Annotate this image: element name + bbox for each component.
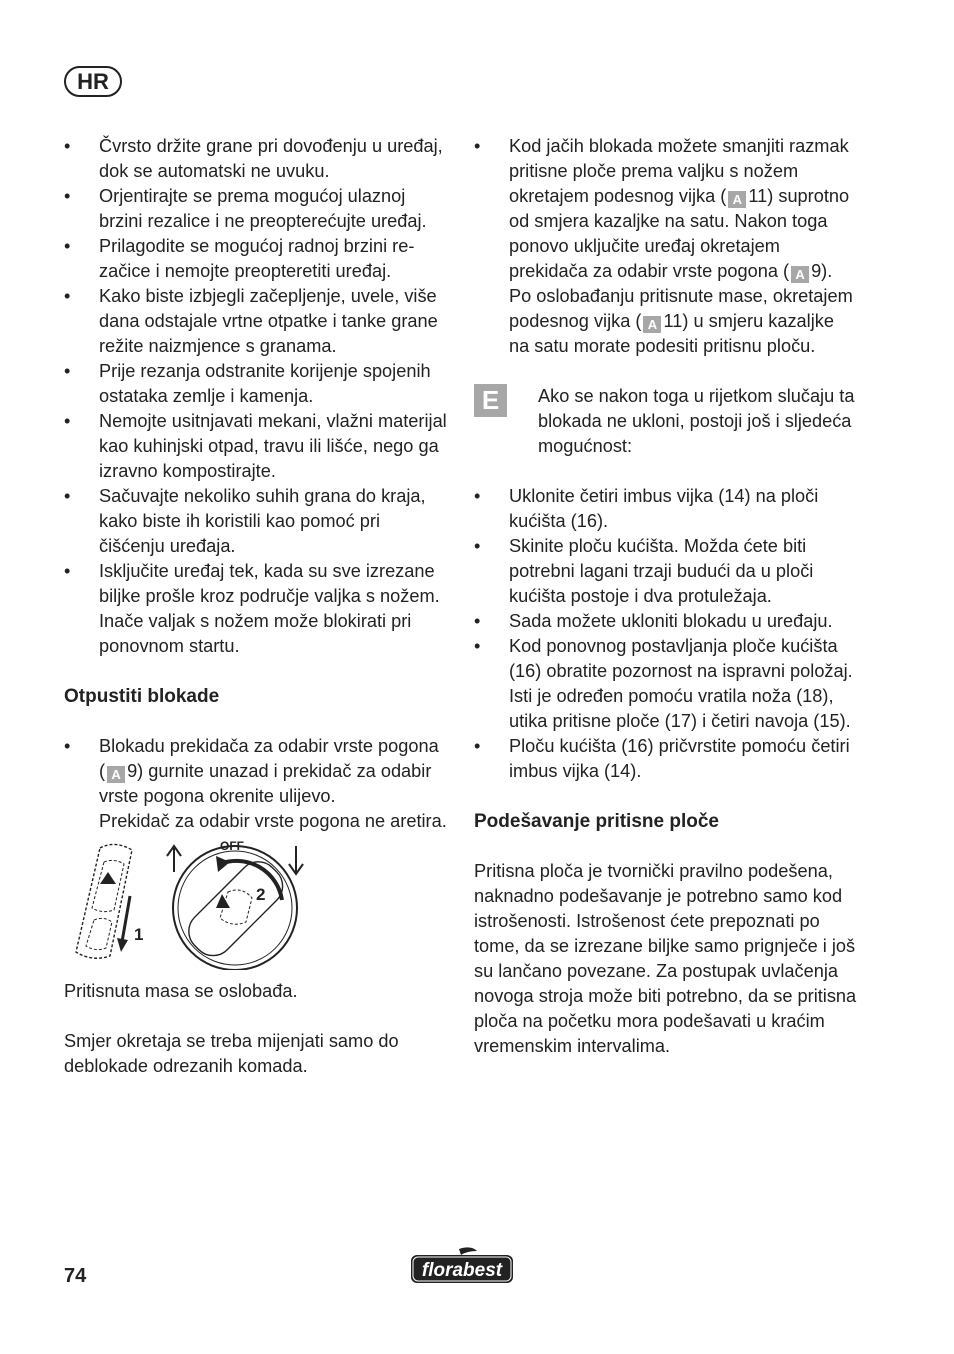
list-item: • Ploču kućišta (16) pričvrstite pomoću četiri imbus vijka (14). [474,734,858,784]
lock-slider [76,844,143,958]
list-item [64,734,449,834]
housing-plate-list [474,484,858,784]
language-badge: HR [64,66,122,97]
note-text: Ako se nakon toga u rijetkom slučaju ta blokada ne ukloni, postoji još i sljedeća mogućnost: [538,386,855,456]
list-item: • Sačuvajte nekoliko suhih grana do kraja, kako biste ih koristili kao pomoć pri čišćenju uređaja. [64,484,449,559]
list-item: • Isključite uređaj tek, kada su sve izrezane biljke prošle kroz područje valjka s nožem. Inače valjak s nožem može blokirati pri ponovnom startu. [64,559,449,659]
list-item: • Prije rezanja odstranite korijenje spojenih ostataka zemlje i kamenja. [64,359,449,409]
text-segment: Kod jačih blokada možete smanjiti razmak pritisne ploče prema valjku s nožem okretajem podesnog vijka ( [509,136,849,206]
release-text-after: 9) gurnite unazad i prekidač za odabir vrste pogona okrenite ulijevo. [99,761,432,806]
paragraph: Smjer okretaja se treba mijenjati samo do deblokade odrezanih komada. [64,1031,399,1076]
switch-diagram [70,840,310,970]
paragraph: Pritisnuta masa se oslobađa. [64,981,298,1001]
list-item: • Uklonite četiri imbus vijka (14) na ploči kućišta (16). [474,484,858,534]
page-number: 74 [64,1265,87,1287]
florabest-logo [409,1245,515,1287]
release-continuation: Prekidač za odabir vrste pogona ne aretira. [99,811,447,831]
figure-ref-badge: A [643,316,661,333]
left-column [64,134,449,1079]
section-heading-pressure-plate: Podešavanje pritisne ploče [474,811,719,832]
list-item: • Nemojte usitnjavati mekani, vlažni materijal kao kuhinjski otpad, travu ili lišće, nego ga izravno kompostirajte. [64,409,449,484]
list-item: • Kako biste izbjegli začepljenje, uvele, više dana odstajale vrtne otpatke i tanke grane režite naizmjence s granama. [64,284,449,359]
list-item: • Orjentirajte se prema mogućoj ulaznoj brzini rezalice i ne preopterećujte uređaj. [64,184,449,234]
figure-ref-badge: A [791,266,809,283]
step-1-label: 1 [134,925,144,944]
list-item [474,134,858,359]
release-list [64,734,449,834]
off-label: OFF [220,840,244,853]
list-item: • Skinite ploču kućišta. Možda ćete biti potrebni lagani trzaji budući da u ploči kućišta postoje i dva protuležaja. [474,534,858,609]
release-text-before: Blokadu prekidača za odabir vrste pogona ( [99,736,439,781]
figure-ref-badge: A [107,766,125,783]
list-item: • Prilagodite se mogućoj radnoj brzini rezačice i nemojte preopteretiti uređaj. [64,234,449,284]
section-heading-release-blockages: Otpustiti blokade [64,686,220,707]
note-mark-icon: E [474,384,507,417]
figure-ref-badge: A [728,191,746,208]
svg-text:florabest: florabest [421,1260,503,1281]
blockage-list [474,134,858,359]
list-item: • Čvrsto držite grane pri dovođenju u uređaj, dok se automatski ne uvuku. [64,134,449,184]
note-box [474,384,858,459]
right-column [474,134,858,1059]
text-segment: 11) suprotno od smjera kazaljke na satu. Nakon toga ponovo uključite uređaj okretajem prekidača za odabir vrste pogona ( [509,186,850,281]
paragraph: Pritisna ploča je tvornički pravilno podešena, naknadno podešavanje je potrebno samo kod istrošenosti. Istrošenost ćete prepoznati po tome, da se izrezane biljke samo prignječe i još su lančano povezane. Za postupak uvlačenja novoga stroja može biti potrebno, da se pritisna ploča na početku mora podešavati u kraćim vremenskim intervalima. [474,861,857,1056]
list-item: • Sada možete ukloniti blokadu u uređaju. [474,609,858,634]
step-2-label: 2 [256,885,266,904]
list-item: • Kod ponovnog postavljanja ploče kućišta (16) obratite pozornost na ispravni položaj. Isti je određen pomoću vratila noža (18), utika pritisne ploče (17) i četiri navoja (15). [474,634,858,734]
rotary-switch [173,846,297,970]
text-segment: 11) u smjeru kazaljke na satu morate podesiti pritisnu ploču. [509,311,834,356]
usage-tips-list [64,134,449,659]
text-segment: 9). Po oslobađanju pritisnute mase, okretajem podesnog vijka ( [509,261,853,331]
